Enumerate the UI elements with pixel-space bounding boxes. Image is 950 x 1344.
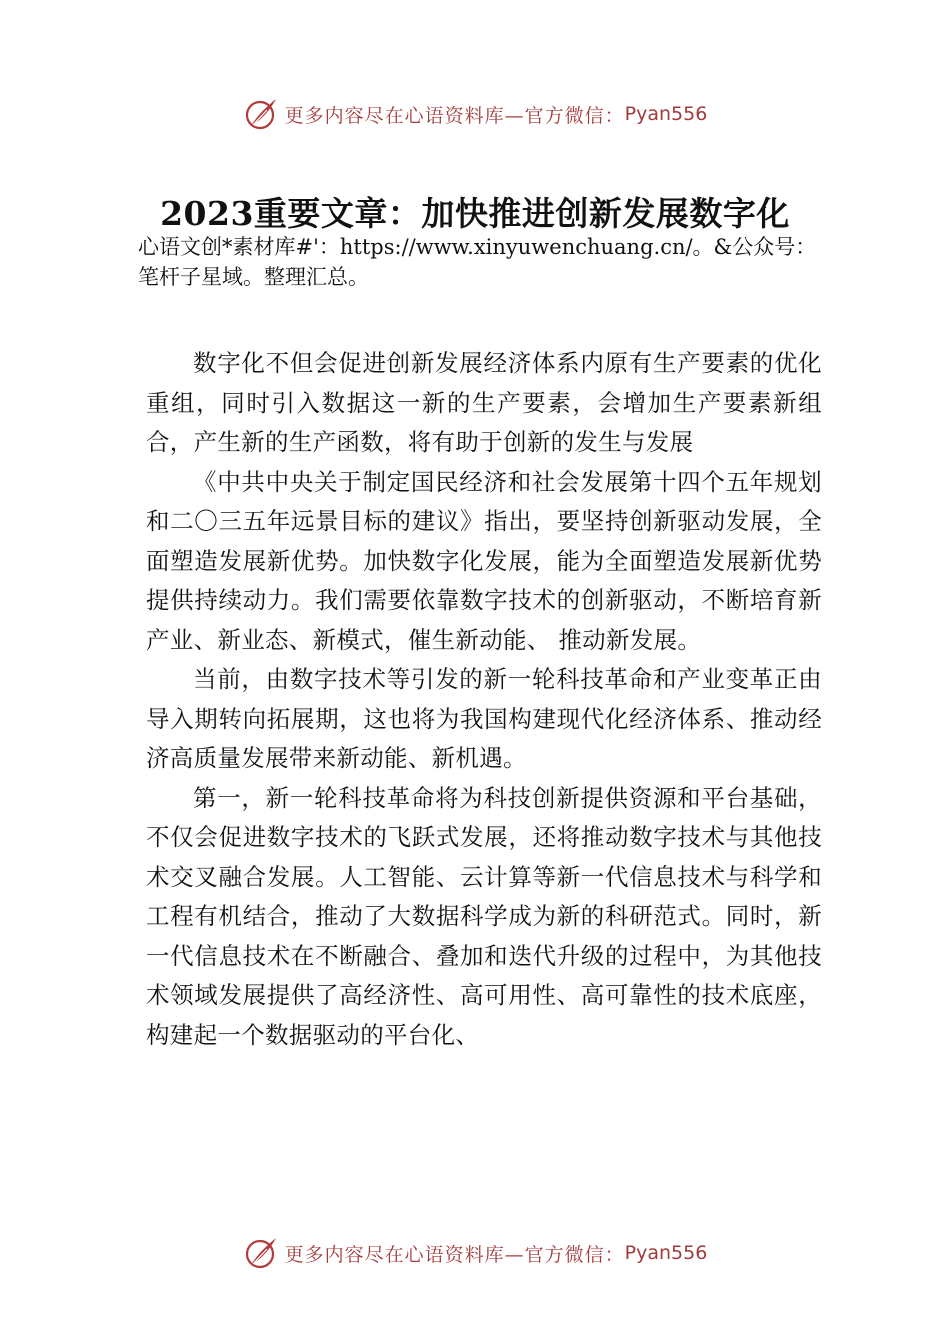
banner-text: 更多内容尽在心语资料库—官方微信： <box>284 104 625 127</box>
paragraph: 当前，由数字技术等引发的新一轮科技革命和产业变革正由导入期转向拓展期，这也将为我国构建现代化经济体系、推动经济高质量发展带来新动能、新机遇。 <box>146 665 822 772</box>
banner-text: 更多内容尽在心语资料库—官方微信： <box>284 1243 625 1266</box>
source-line: 心语文创*素材库#'：https://www.xinyuwenchuang.cn/。&公众号：笔杆子星域。整理汇总。 <box>138 235 817 289</box>
wechat-id: Pyan556 <box>624 103 708 125</box>
paragraph: 《中共中央关于制定国民经济和社会发展第十四个五年规划和二〇三五年远景目标的建议》指出，要坚持创新驱动发展，全面塑造发展新优势。加快数字化发展，能为全面塑造发展新优势提供持续动力。我们需要依靠数字技术的创新驱动，不断培育新产业、新业态、新模式，催生新动能、 推动新发展。 <box>146 467 822 654</box>
document-title: 2023重要文章：加快推进创新发展数字化 <box>160 194 790 233</box>
header-banner <box>0 92 950 136</box>
paragraph: 数字化不但会促进创新发展经济体系内原有生产要素的优化重组，同时引入数据这一新的生产要素，会增加生产要素新组合，产生新的生产函数，将有助于创新的发生与发展 <box>146 349 822 456</box>
paragraph: 第一，新一轮科技革命将为科技创新提供资源和平台基础，不仅会促进数字技术的飞跃式发展，还将推动数字技术与其他技术交叉融合发展。人工智能、云计算等新一代信息技术与科学和工程有机结合，推动了大数据科学成为新的科研范式。同时，新一代信息技术在不断融合、叠加和迭代升级的过程中，为其他技术领域发展提供了高经济性、高可用性、高可靠性的技术底座，构建起一个数据驱动的平台化、 <box>146 783 822 1049</box>
wechat-id: Pyan556 <box>624 1242 708 1264</box>
quill-logo-icon <box>243 96 279 132</box>
quill-logo-icon <box>243 1235 279 1271</box>
article-body <box>146 344 822 1055</box>
footer-banner <box>0 1231 950 1275</box>
